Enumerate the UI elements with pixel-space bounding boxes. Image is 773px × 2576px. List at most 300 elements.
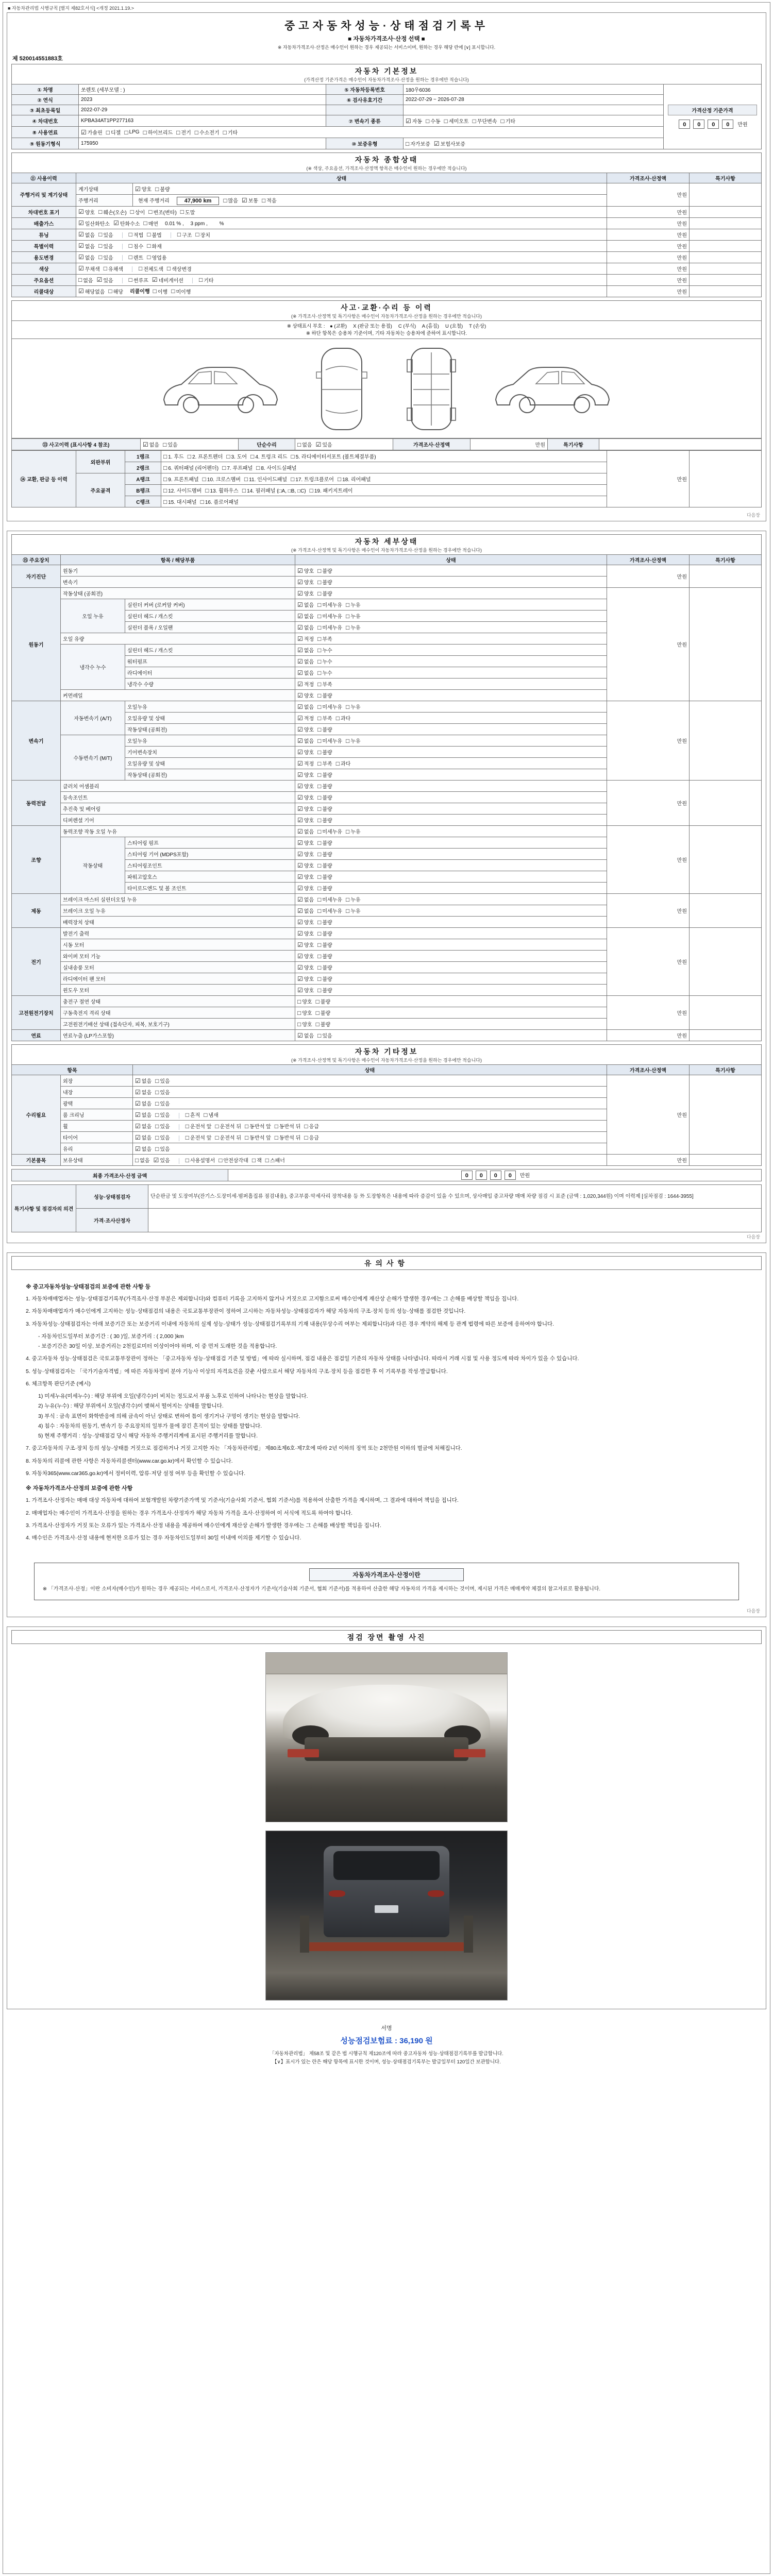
accident-history-table (11, 438, 762, 450)
checkbox-unchecked[interactable] (346, 612, 361, 620)
checkbox-unchecked[interactable] (317, 816, 332, 824)
checkbox-icon: □ (185, 1111, 189, 1118)
part-item: 브레이크 오일 누유 (61, 905, 295, 917)
checkbox-checked[interactable] (297, 827, 314, 835)
checkbox-checked[interactable] (113, 219, 140, 227)
checkbox-unchecked[interactable] (316, 1009, 331, 1016)
checkbox-unchecked[interactable] (242, 486, 306, 494)
checkbox-label: 있음 (103, 255, 113, 261)
checkbox-unchecked[interactable] (317, 748, 332, 756)
checkbox-unchecked[interactable] (338, 475, 371, 483)
checkbox-unchecked[interactable] (153, 287, 168, 295)
remark-cell (690, 1155, 762, 1166)
checkbox-label: 7. 루프패널 (227, 466, 253, 471)
part-item: 실내송풍 모터 (61, 962, 295, 973)
panel-items (161, 462, 607, 473)
checkbox-unchecked[interactable] (317, 986, 332, 994)
rank-label: 2랭크 (125, 462, 161, 473)
checkbox-unchecked[interactable] (317, 635, 332, 642)
checkbox-unchecked[interactable] (297, 440, 312, 448)
checkbox-unchecked[interactable] (135, 1156, 150, 1164)
checkbox-icon: □ (222, 464, 226, 471)
checkbox-label: 화재 (152, 244, 162, 250)
checkbox-unchecked[interactable] (155, 185, 170, 193)
checkbox-icon: □ (163, 498, 167, 505)
checkbox-unchecked[interactable] (317, 1031, 332, 1039)
checkbox-unchecked[interactable] (317, 578, 332, 586)
checkbox-label: 있음 (322, 443, 332, 448)
checkbox-unchecked[interactable] (275, 1133, 301, 1141)
checkbox-icon: □ (317, 975, 322, 982)
part-item: 브레이크 마스터 실린더오일 누유 (61, 894, 295, 905)
remark-cell (690, 826, 762, 894)
checkbox-checked[interactable] (297, 657, 314, 665)
checkbox-unchecked[interactable] (317, 589, 332, 597)
checkbox-checked[interactable] (135, 1111, 152, 1118)
checkbox-unchecked[interactable] (215, 1133, 241, 1141)
part-state (295, 849, 607, 860)
opinion-who: 성능·상태점검자 (76, 1185, 148, 1209)
checkbox-checked[interactable] (297, 782, 314, 790)
checkbox-checked[interactable] (135, 1099, 152, 1107)
checkbox-group (297, 1011, 334, 1016)
checkbox-unchecked[interactable] (171, 287, 191, 295)
checkbox-unchecked[interactable] (317, 850, 332, 858)
checkbox-icon: ☑ (406, 117, 411, 125)
checkbox-unchecked[interactable] (163, 452, 184, 460)
checkbox-unchecked[interactable] (317, 975, 332, 982)
checkbox-unchecked[interactable] (317, 725, 332, 733)
checkbox-unchecked[interactable] (155, 1099, 170, 1107)
checkbox-checked[interactable] (297, 805, 314, 812)
checkbox-unchecked[interactable] (346, 703, 361, 710)
checkbox-checked[interactable] (297, 986, 314, 994)
checkbox-unchecked[interactable] (336, 714, 351, 722)
checkbox-unchecked[interactable] (291, 452, 376, 460)
checkbox-label: 장치 (200, 232, 210, 239)
checkbox-unchecked[interactable] (222, 464, 253, 471)
checkbox-unchecked[interactable] (106, 128, 121, 136)
part-item: 추진축 및 베어링 (61, 803, 295, 815)
checkbox-unchecked[interactable] (317, 601, 342, 608)
checkbox-checked[interactable] (297, 884, 314, 892)
row-label: 특별이력 (12, 240, 76, 251)
checkbox-unchecked[interactable] (317, 737, 342, 744)
subgroup-label: 자동변속기 (A/T) (61, 701, 125, 735)
part-item: 실린더 블록 / 오일팬 (125, 622, 295, 633)
notice-item: 3. 가격조사·산정자가 거짓 또는 오류가 있는 가격조사·산정 내용을 제공하여 매수인에게 재산상 손해가 발생한 경우에는 그 손해를 배상할 책임을 집니다. (26, 1522, 381, 1529)
checkbox-checked[interactable] (143, 440, 159, 448)
checkbox-unchecked[interactable] (291, 475, 334, 483)
part-item: 등속조인트 (61, 792, 295, 803)
checkbox-checked[interactable] (81, 128, 103, 136)
checkbox-unchecked[interactable] (147, 253, 166, 261)
checkbox-unchecked[interactable] (346, 737, 361, 744)
checkbox-checked[interactable] (78, 253, 95, 261)
notice-item: 3) 부식 : 금속 표면이 화학반응에 의해 금속이 아닌 상태로 변하여 틈이 생기거나 구멍이 생기는 현상을 말합니다. (38, 1413, 300, 1419)
checkbox-unchecked[interactable] (186, 1122, 212, 1130)
checkbox-unchecked[interactable] (129, 276, 148, 284)
checkbox-unchecked[interactable] (195, 231, 210, 239)
checkbox-label: 응급 (309, 1124, 319, 1130)
checkbox-checked[interactable] (297, 850, 314, 858)
checkbox-group (223, 198, 280, 204)
row-item: 계기상태 (76, 183, 133, 195)
checkbox-checked[interactable] (78, 287, 105, 295)
checkbox-unchecked[interactable] (297, 997, 312, 1005)
checkbox-unchecked[interactable] (155, 1133, 170, 1141)
checkbox-unchecked[interactable] (147, 242, 162, 250)
checkbox-unchecked[interactable] (163, 440, 178, 448)
signature-area (7, 2019, 766, 2047)
repair-item: 외장 (61, 1075, 133, 1087)
checkbox-icon: □ (138, 265, 143, 272)
checkbox-checked[interactable] (297, 578, 314, 586)
table-row (12, 251, 762, 263)
checkbox-unchecked[interactable] (215, 1122, 241, 1130)
checkbox-unchecked[interactable] (317, 782, 332, 790)
checkbox-checked[interactable] (297, 725, 314, 733)
checkbox-checked[interactable] (297, 623, 314, 631)
checkbox-unchecked[interactable] (163, 464, 219, 471)
checkbox-unchecked[interactable] (317, 793, 332, 801)
checkbox-checked[interactable] (135, 1133, 152, 1141)
basic-info-table (11, 84, 762, 149)
checkbox-unchecked[interactable] (219, 1156, 248, 1164)
checkbox-unchecked[interactable] (148, 208, 177, 216)
checkbox-checked[interactable] (297, 691, 314, 699)
checkbox-unchecked[interactable] (163, 486, 201, 494)
checkbox-unchecked[interactable] (226, 452, 247, 460)
checkbox-unchecked[interactable] (317, 839, 332, 846)
checkbox-unchecked[interactable] (155, 1077, 170, 1084)
photo-lift-arm-left (288, 1749, 319, 1757)
checkbox-checked[interactable] (78, 231, 95, 239)
checkbox-unchecked[interactable] (317, 861, 332, 869)
checkbox-checked[interactable] (297, 759, 314, 767)
checkbox-label: 응급 (309, 1136, 319, 1141)
checkbox-unchecked[interactable] (317, 907, 342, 914)
checkbox-checked[interactable] (78, 208, 95, 216)
checkbox-unchecked[interactable] (317, 918, 332, 926)
checkbox-icon: ☑ (297, 646, 303, 654)
checkbox-checked[interactable] (297, 635, 314, 642)
checkbox-unchecked[interactable] (155, 1088, 170, 1096)
part-item: 실린더 커버 (로커암 커버) (125, 599, 295, 611)
checkbox-unchecked[interactable] (163, 498, 197, 505)
checkbox-group (78, 266, 127, 272)
checkbox-checked[interactable] (297, 793, 314, 801)
checkbox-unchecked[interactable] (406, 140, 430, 147)
checkbox-checked[interactable] (135, 1145, 152, 1153)
checkbox-label: 수소전기 (199, 130, 220, 136)
checkbox-unchecked[interactable] (316, 1020, 331, 1028)
checkbox-unchecked[interactable] (155, 1111, 170, 1118)
part-state (295, 713, 607, 724)
checkbox-unchecked[interactable] (297, 1020, 312, 1028)
checkbox-label: 불량 (322, 954, 332, 960)
checkbox-unchecked[interactable] (245, 1122, 271, 1130)
checkbox-unchecked[interactable] (223, 196, 238, 204)
checkbox-label: 2. 프론트펜더 (192, 454, 223, 460)
checkbox-checked[interactable] (297, 918, 314, 926)
checkbox-checked[interactable] (297, 952, 314, 960)
checkbox-unchecked[interactable] (98, 242, 113, 250)
checkbox-unchecked[interactable] (275, 1122, 301, 1130)
checkbox-unchecked[interactable] (200, 498, 239, 505)
checkbox-checked[interactable] (297, 963, 314, 971)
checkbox-unchecked[interactable] (155, 1122, 170, 1130)
row-label: 리콜대상 (12, 285, 76, 297)
checkbox-unchecked[interactable] (205, 486, 239, 494)
checkbox-checked[interactable] (152, 276, 183, 284)
checkbox-checked[interactable] (316, 440, 332, 448)
checkbox-checked[interactable] (297, 975, 314, 982)
checkbox-unchecked[interactable] (317, 680, 332, 688)
checkbox-unchecked[interactable] (265, 1156, 285, 1164)
checkbox-unchecked[interactable] (204, 1111, 219, 1118)
checkbox-unchecked[interactable] (98, 253, 113, 261)
checkbox-unchecked[interactable] (346, 623, 361, 631)
checkbox-unchecked[interactable] (346, 601, 361, 608)
checkbox-checked[interactable] (135, 185, 152, 193)
checkbox-icon: □ (185, 1156, 189, 1164)
checkbox-checked[interactable] (297, 646, 314, 654)
checkbox-icon: □ (215, 1122, 219, 1130)
checkbox-unchecked[interactable] (186, 1111, 200, 1118)
checkbox-unchecked[interactable] (130, 208, 145, 216)
checkbox-unchecked[interactable] (124, 129, 139, 135)
checkbox-unchecked[interactable] (317, 703, 342, 710)
checkbox-unchecked[interactable] (186, 1156, 215, 1164)
checkbox-checked[interactable] (406, 117, 422, 125)
checkbox-unchecked[interactable] (147, 231, 162, 239)
checkbox-unchecked[interactable] (310, 486, 353, 494)
checkbox-unchecked[interactable] (317, 952, 332, 960)
device-label: 전기 (12, 928, 61, 996)
checkbox-unchecked[interactable] (244, 475, 287, 483)
checkbox-unchecked[interactable] (317, 873, 332, 880)
checkbox-group (297, 784, 336, 790)
checkbox-unchecked[interactable] (188, 452, 223, 460)
checkbox-unchecked[interactable] (177, 231, 192, 239)
checkbox-label: 있음 (160, 1158, 170, 1164)
checkbox-unchecked[interactable] (317, 941, 332, 948)
checkbox-unchecked[interactable] (316, 997, 331, 1005)
checkbox-unchecked[interactable] (317, 759, 332, 767)
checkbox-label: 없음 (304, 739, 314, 744)
checkbox-unchecked[interactable] (104, 265, 123, 273)
checkbox-checked[interactable] (297, 861, 314, 869)
checkbox-unchecked[interactable] (317, 657, 332, 665)
checkbox-unchecked[interactable] (245, 1133, 271, 1141)
checkbox-label: 불량 (322, 818, 332, 824)
checkbox-checked[interactable] (78, 219, 110, 227)
checkbox-checked[interactable] (297, 929, 314, 937)
checkbox-unchecked[interactable] (163, 475, 199, 483)
checkbox-label: 흔적 (190, 1113, 200, 1118)
checkbox-unchecked[interactable] (317, 714, 332, 722)
checkbox-unchecked[interactable] (108, 287, 123, 295)
checkbox-unchecked[interactable] (256, 464, 296, 471)
checkbox-icon: □ (124, 128, 128, 136)
checkbox-checked[interactable] (297, 873, 314, 880)
checkbox-unchecked[interactable] (250, 452, 287, 460)
checkbox-unchecked[interactable] (98, 208, 127, 216)
checkbox-unchecked[interactable] (129, 242, 144, 250)
checkbox-checked[interactable] (297, 589, 314, 597)
checkbox-unchecked[interactable] (139, 265, 163, 273)
checkbox-checked[interactable] (297, 895, 314, 903)
part-item: 충전구 절연 상태 (61, 996, 295, 1007)
checkbox-checked[interactable] (154, 1156, 170, 1164)
col-header: 상태 (133, 1065, 607, 1075)
checkbox-label: 과다 (340, 761, 351, 767)
checkbox-unchecked[interactable] (143, 219, 158, 227)
col-header: 가격조사·산정액 (607, 555, 690, 565)
row-label: 차대번호 표기 (12, 206, 76, 217)
part-state (295, 826, 607, 837)
price-digit: 0 (476, 1171, 487, 1180)
checkbox-unchecked[interactable] (155, 1145, 170, 1153)
checkbox-label: 누수 (322, 648, 332, 654)
checkbox-unchecked[interactable] (223, 128, 238, 136)
checkbox-unchecked[interactable] (304, 1133, 319, 1141)
checkbox-checked[interactable] (135, 1088, 152, 1096)
checkbox-checked[interactable] (297, 680, 314, 688)
part-state (295, 928, 607, 939)
checkbox-unchecked[interactable] (297, 1009, 312, 1016)
checkbox-unchecked[interactable] (317, 963, 332, 971)
price-header: 가격조사·산정액 (393, 439, 470, 450)
checkbox-label: 양호 (304, 750, 314, 756)
checkbox-unchecked[interactable] (426, 117, 441, 125)
checkbox-checked[interactable] (297, 1031, 314, 1039)
checkbox-checked[interactable] (297, 839, 314, 846)
checkbox-unchecked[interactable] (186, 1133, 212, 1141)
checkbox-unchecked[interactable] (195, 128, 220, 136)
checkbox-checked[interactable] (297, 737, 314, 744)
checkbox-group (297, 909, 364, 914)
checkbox-unchecked[interactable] (473, 117, 497, 125)
checkbox-unchecked[interactable] (129, 231, 144, 239)
photo-lift-post-right (464, 1916, 474, 1953)
checkbox-unchecked[interactable] (203, 475, 241, 483)
part-state (295, 815, 607, 826)
checkbox-unchecked[interactable] (129, 253, 144, 261)
checkbox-checked[interactable] (297, 703, 314, 710)
part-state (295, 735, 607, 747)
checkbox-checked[interactable] (434, 140, 465, 147)
checkbox-unchecked[interactable] (317, 805, 332, 812)
checkbox-icon: □ (180, 208, 184, 215)
checkbox-checked[interactable] (297, 567, 314, 574)
checkbox-group (122, 278, 187, 283)
remark-cell (690, 183, 762, 207)
checkbox-checked[interactable] (297, 612, 314, 620)
checkbox-label: 누유 (350, 614, 361, 620)
checkbox-unchecked[interactable] (167, 265, 192, 273)
checkbox-unchecked[interactable] (317, 771, 332, 778)
checkbox-unchecked[interactable] (500, 117, 515, 125)
checkbox-label: 없음 (304, 705, 314, 710)
part-state (295, 996, 607, 1007)
checkbox-icon: □ (297, 440, 301, 448)
remark-header: 특기사항 (548, 439, 599, 450)
table-row (12, 1075, 762, 1087)
checkbox-unchecked[interactable] (262, 196, 277, 204)
checkbox-unchecked[interactable] (444, 117, 469, 125)
checkbox-unchecked[interactable] (98, 231, 113, 239)
checkbox-checked[interactable] (242, 196, 258, 204)
checkbox-unchecked[interactable] (317, 929, 332, 937)
checkbox-label: 도말 (185, 210, 195, 216)
checkbox-checked[interactable] (97, 276, 113, 284)
checkbox-unchecked[interactable] (78, 276, 93, 284)
checkbox-checked[interactable] (297, 816, 314, 824)
photos-section-header (11, 1630, 762, 1644)
checkbox-unchecked[interactable] (304, 1122, 319, 1130)
checkbox-label: 있음 (160, 1090, 170, 1096)
checkbox-unchecked[interactable] (180, 208, 195, 216)
checkbox-checked[interactable] (135, 1122, 152, 1130)
checkbox-checked[interactable] (297, 714, 314, 722)
row-label: 주요옵션 (12, 274, 76, 285)
checkbox-unchecked[interactable] (317, 567, 332, 574)
checkbox-icon: ☑ (297, 623, 303, 631)
checkbox-checked[interactable] (297, 669, 314, 676)
checkbox-unchecked[interactable] (317, 646, 332, 654)
notice-item: 2) 누유(누수) : 해당 부위에서 오일(냉각수)이 맺혀서 떨어지는 상태를 말합니다. (38, 1403, 224, 1410)
checkbox-icon: □ (317, 805, 322, 812)
checkbox-unchecked[interactable] (143, 128, 173, 136)
checkbox-unchecked[interactable] (317, 612, 342, 620)
checkbox-checked[interactable] (297, 907, 314, 914)
checkbox-unchecked[interactable] (176, 128, 191, 136)
checkbox-unchecked[interactable] (317, 884, 332, 892)
checkbox-unchecked[interactable] (317, 691, 332, 699)
checkbox-icon: □ (98, 208, 103, 215)
notice-item: - 자동차인도일부터 보증기간 : ( 30 )일, 보증거리 : ( 2,000 )km (38, 1333, 184, 1340)
checkbox-unchecked[interactable] (317, 827, 342, 835)
checkbox-checked[interactable] (78, 242, 95, 250)
part-item: 시동 모터 (61, 939, 295, 951)
part-item: 원동기 (61, 565, 295, 577)
checkbox-unchecked[interactable] (346, 895, 361, 903)
checkbox-unchecked[interactable] (346, 827, 361, 835)
checkbox-unchecked[interactable] (199, 276, 214, 284)
checkbox-checked[interactable] (135, 1077, 152, 1084)
checkbox-checked[interactable] (297, 748, 314, 756)
checkbox-icon: ☑ (297, 839, 303, 846)
checkbox-unchecked[interactable] (317, 623, 342, 631)
checkbox-group (163, 488, 357, 494)
checkbox-icon: □ (155, 1088, 159, 1096)
row-state (133, 195, 607, 207)
checkbox-checked[interactable] (297, 941, 314, 948)
checkbox-unchecked[interactable] (346, 907, 361, 914)
checkbox-label: 가솔린 (87, 130, 103, 136)
checkbox-checked[interactable] (297, 601, 314, 608)
detail-note: (※ 가격조사·산정액 및 특기사항은 매수인이 자동차가격조사·산정을 원하는 경우에만 적습니다) (291, 548, 482, 553)
continue-marker: 다음장 (746, 1234, 760, 1240)
checkbox-unchecked[interactable] (317, 669, 332, 676)
checkbox-unchecked[interactable] (252, 1156, 262, 1164)
checkbox-checked[interactable] (297, 771, 314, 778)
checkbox-unchecked[interactable] (336, 759, 351, 767)
checkbox-checked[interactable] (78, 265, 100, 273)
checkbox-unchecked[interactable] (317, 895, 342, 903)
